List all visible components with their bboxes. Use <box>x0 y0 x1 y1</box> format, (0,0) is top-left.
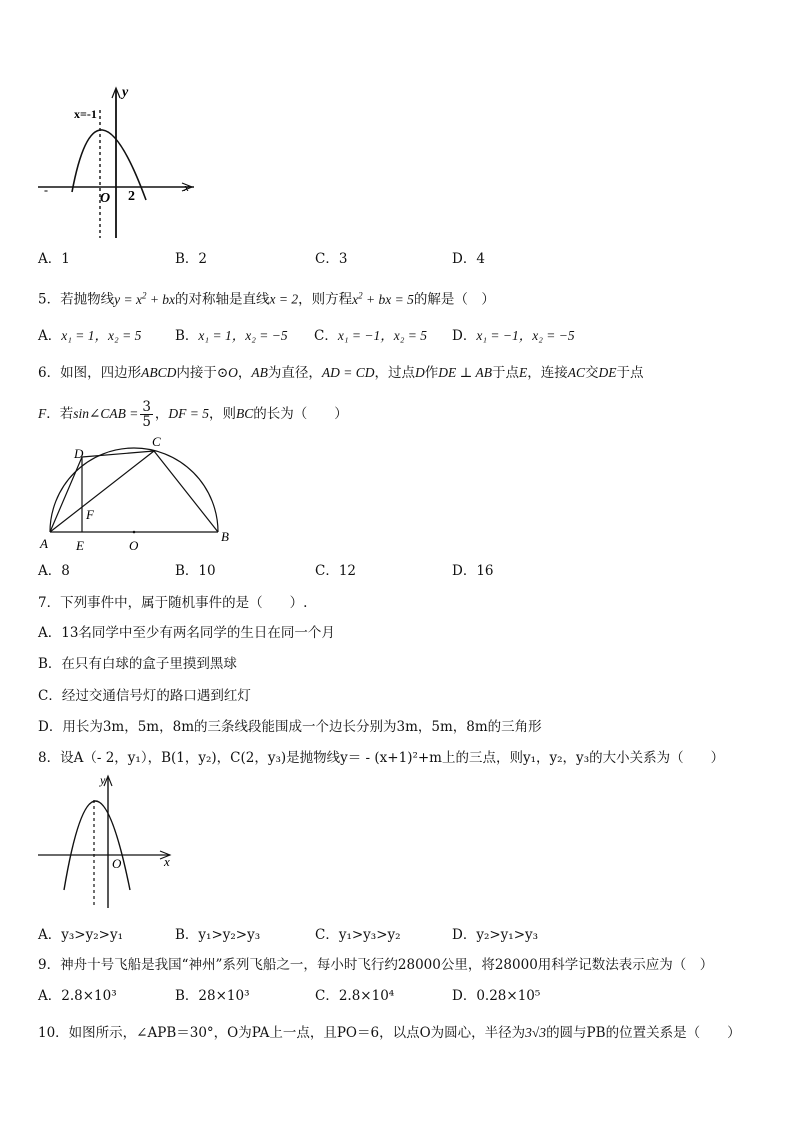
q5-option-c[interactable]: C．x₁ = −1，x₂ = 5 <box>314 328 428 344</box>
q8-option-a[interactable]: A．y₃>y₂>y₁ <box>38 927 123 943</box>
segment-ad <box>50 457 82 532</box>
q4-option-a[interactable]: A．1 <box>38 251 70 267</box>
label-o: O <box>129 538 139 553</box>
q4-option-b[interactable]: B．2 <box>175 251 208 267</box>
segment-cb <box>154 451 218 532</box>
q7-option-c[interactable]: C．经过交通信号灯的路口遇到红灯 <box>38 688 251 704</box>
q10-stem: 10．如图所示，∠APB＝30°，O为PA上一点，且PO＝6，以点O为圆心，半径为3√3的圆与PB的位置关系是（ ） <box>38 1025 741 1041</box>
q6-option-c[interactable]: C．12 <box>315 563 357 579</box>
symmetry-line-label: x=-1 <box>74 107 97 121</box>
q6-option-b[interactable]: B．10 <box>175 563 216 579</box>
center-point <box>133 531 136 534</box>
q7-option-d[interactable]: D．用长为3m，5m，8m的三条线段能围成一个边长分别为3m，5m，8m的三角形 <box>38 719 542 735</box>
q7-option-a[interactable]: A．13名同学中至少有两名同学的生日在同一个月 <box>38 625 335 641</box>
minus-mark: - <box>44 183 48 197</box>
q7-stem: 7．下列事件中，属于随机事件的是（ ）. <box>38 595 308 611</box>
q6-option-d[interactable]: D．16 <box>452 563 494 579</box>
q6-semicircle-figure <box>34 432 244 554</box>
q4-parabola-figure <box>34 84 204 242</box>
y-axis-label: y <box>122 85 129 100</box>
y-axis-label: y <box>100 773 106 787</box>
label-b: B <box>221 529 229 544</box>
q9-stem: 9．神舟十号飞船是我国“神州”系列飞船之一，每小时飞行约28000公里，将28000用科学记数法表示应为（ ） <box>38 957 714 973</box>
q6-stem-line-1: 6．如图，四边形ABCD内接于⊙O，AB为直径，AD = CD，过点D作DE ⊥ AB于点E，连接AC交DE于点 <box>38 365 644 381</box>
q8-option-b[interactable]: B．y₁>y₂>y₃ <box>175 927 261 943</box>
segment-ac <box>50 451 154 532</box>
q5-parabola-expr: $y = x^2$ + bx <box>114 290 176 307</box>
x-axis-label: x <box>164 854 170 869</box>
q4-option-c[interactable]: C．3 <box>315 251 348 267</box>
q5-option-a[interactable]: A．x₁ = 1，x₂ = 5 <box>38 328 142 344</box>
label-f: F <box>86 507 94 522</box>
q7-option-b[interactable]: B．在只有白球的盒子里摸到黑球 <box>38 656 237 672</box>
origin-label: O <box>112 856 122 871</box>
x-axis-label: x <box>184 182 189 194</box>
label-c: C <box>152 434 161 449</box>
q5-option-b[interactable]: B．x₁ = 1，x₂ = −5 <box>175 328 288 344</box>
q10-radius: 3√3 <box>525 1025 547 1040</box>
tick-2-label: 2 <box>128 189 135 204</box>
q8-option-d[interactable]: D．y₂>y₁>y₃ <box>452 927 539 943</box>
q9-option-a[interactable]: A．2.8×10³ <box>38 988 117 1004</box>
q9-option-d[interactable]: D．0.28×10⁵ <box>452 988 541 1004</box>
label-e: E <box>76 538 84 553</box>
q8-option-c[interactable]: C．y₁>y₃>y₂ <box>315 927 401 943</box>
segment-dc <box>82 451 154 457</box>
label-a: A <box>40 536 48 551</box>
q5-option-d[interactable]: D．x₁ = −1，x₂ = −5 <box>452 328 575 344</box>
q8-stem: 8．设A（- 2，y₁），B(1，y₂)，C(2，y₃)是抛物线y＝ - (x+1)²+m上的三点，则y₁，y₂，y₃的大小关系为（ ） <box>38 750 725 766</box>
q9-option-b[interactable]: B．28×10³ <box>175 988 250 1004</box>
q9-option-c[interactable]: C．2.8×10⁴ <box>315 988 395 1004</box>
q5-axis-expr: x = 2 <box>269 291 299 307</box>
q5-stem: 5．若抛物线$y = x^2$ + bx的对称轴是直线x = 2，则方程$x^2$ + bx = 5的解是（ ） <box>38 290 495 308</box>
q4-option-d[interactable]: D．4 <box>452 251 485 267</box>
q8-parabola-figure <box>34 772 184 912</box>
q6-stem-line-2: F．若sin∠CAB = $\frac{3}{5}$ ，DF = 5，则BC的长为（ ） <box>38 399 348 430</box>
q6-option-a[interactable]: A．8 <box>38 563 70 579</box>
q6-fraction: $\frac{3}{5}$ <box>142 399 151 430</box>
q5-equation-expr: $x^2$ + bx = 5 <box>352 290 414 307</box>
label-d: D <box>74 446 84 461</box>
parabola-curve <box>64 801 130 890</box>
origin-label: O <box>100 191 111 206</box>
